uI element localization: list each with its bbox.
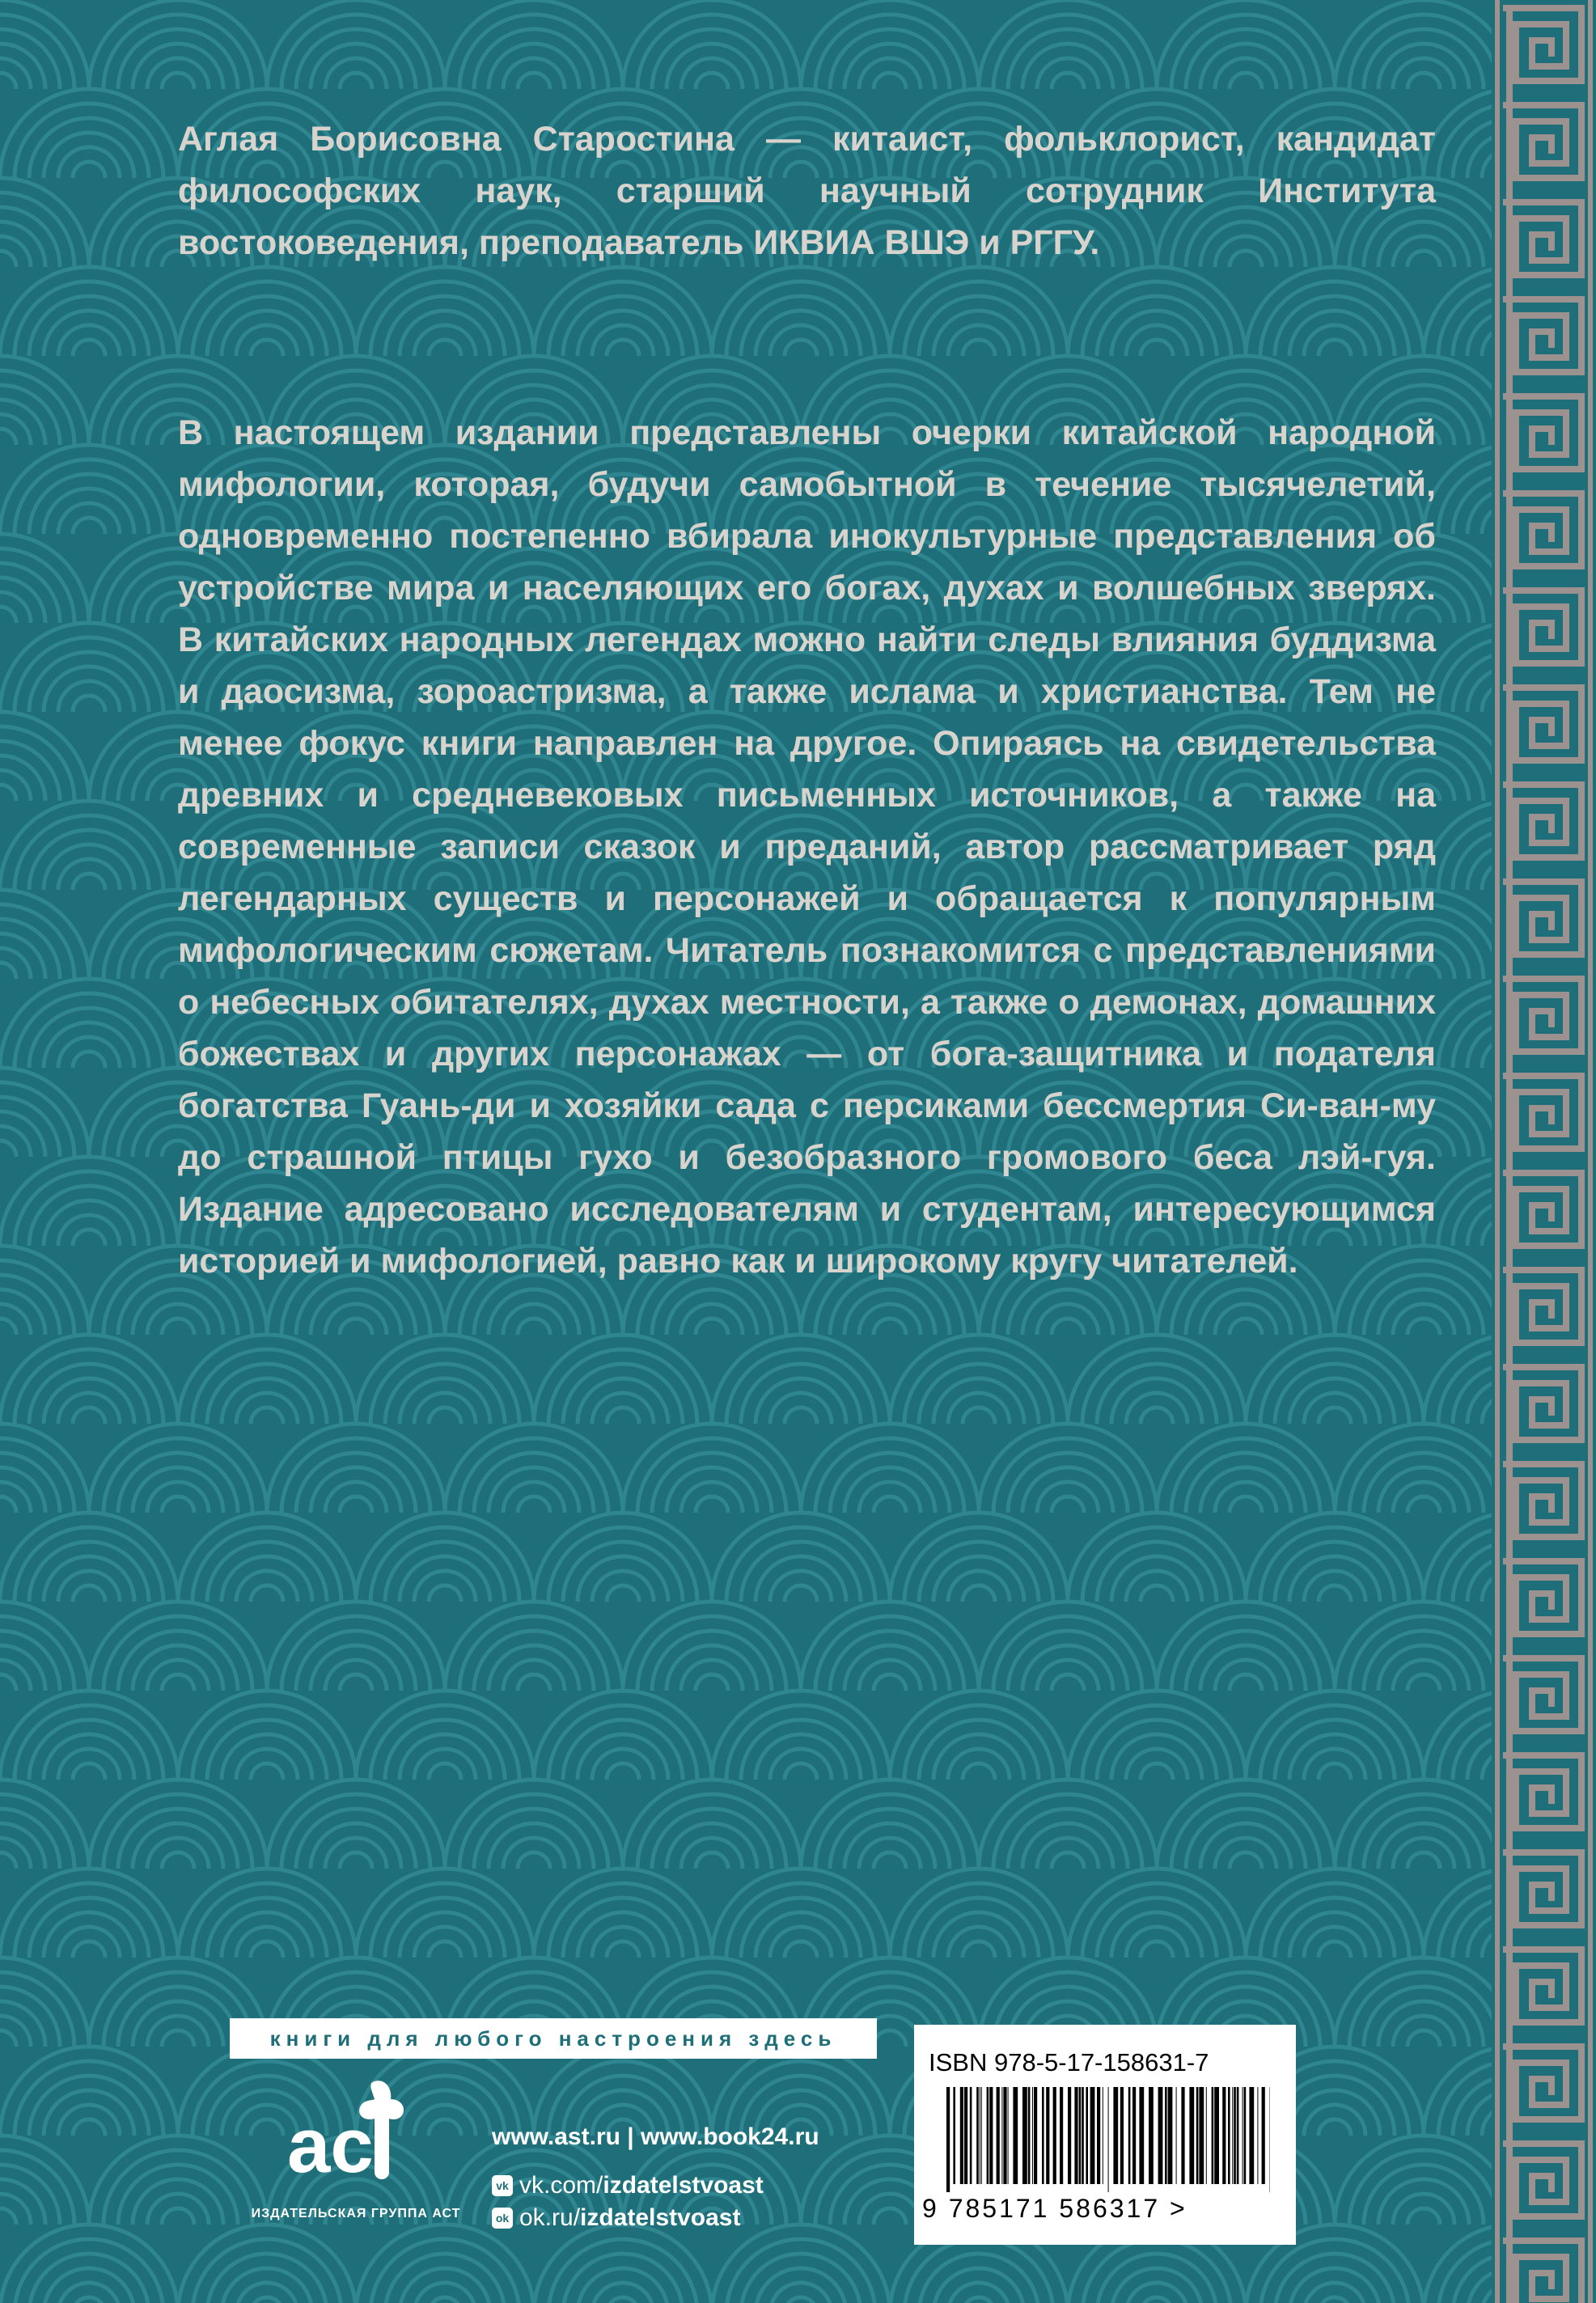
author-bio: Аглая Борисовна Старостина — китаист, фольклорист, кандидат философских наук, старший научный сотрудник Института востоковедения, преподаватель ИКВИА ВШЭ и РГГУ.	[178, 120, 1436, 262]
meander-border	[1492, 0, 1596, 2303]
ok-link[interactable]	[492, 2202, 740, 2234]
tagline-banner: книги для любого настроения здесь	[230, 2018, 877, 2059]
vk-prefix: vk.com/	[519, 2172, 603, 2199]
vk-handle: izdatelstvoast	[603, 2172, 764, 2199]
vk-link[interactable]	[492, 2170, 764, 2202]
barcode-digits: 9 785171 586317 >	[922, 2194, 1187, 2223]
ok-handle: izdatelstvoast	[580, 2204, 741, 2231]
ok-icon: ok	[492, 2208, 513, 2229]
vk-icon: vk	[492, 2175, 513, 2196]
publisher-name: ИЗДАТЕЛЬСКАЯ ГРУППА АСТ	[251, 2207, 461, 2220]
website-links[interactable]: www.ast.ru | www.book24.ru	[492, 2123, 819, 2150]
ast-logo-icon	[271, 2075, 433, 2188]
ok-prefix: ok.ru/	[519, 2204, 581, 2231]
barcode-icon	[946, 2087, 1270, 2192]
isbn-label: ISBN 978-5-17-158631-7	[929, 2048, 1209, 2077]
logo-lettering: ac	[287, 2102, 374, 2188]
book-description: В настоящем издании представлены очерки китайской народной мифологии, которая, будучи самобытной в течение тысячелетий, одновременно постепенно вбирала инокультурные представления об устройстве мира и населяющих его богах, духах и волшебных зверях. В китайских народных легендах можно найти следы влияния буддизма и даосизма, зороастризма, а также ислама и христианства. Тем не менее фокус книги направлен на другое. Опираясь на свидетельства древних и средневековых письменных источников, а также на современные записи сказок и преданий, автор рассматривает ряд легендарных существ и персонажей и обращается к популярным мифологическим сюжетам. Читатель познакомится с представлениями о небесных обитателях, духах местности, а также о демонах, домашних божествах и других персонажах — от бога-защитника и подателя богатства Гуань-ди и хозяйки сада с персиками бессмертия Си-ван-му до страшной птицы гухо и безобразного громового беса лэй-гуя. Издание адресовано исследователям и студентам, интересующимся историей и мифологией, равно как и широкому кругу читателей.	[178, 413, 1436, 1281]
